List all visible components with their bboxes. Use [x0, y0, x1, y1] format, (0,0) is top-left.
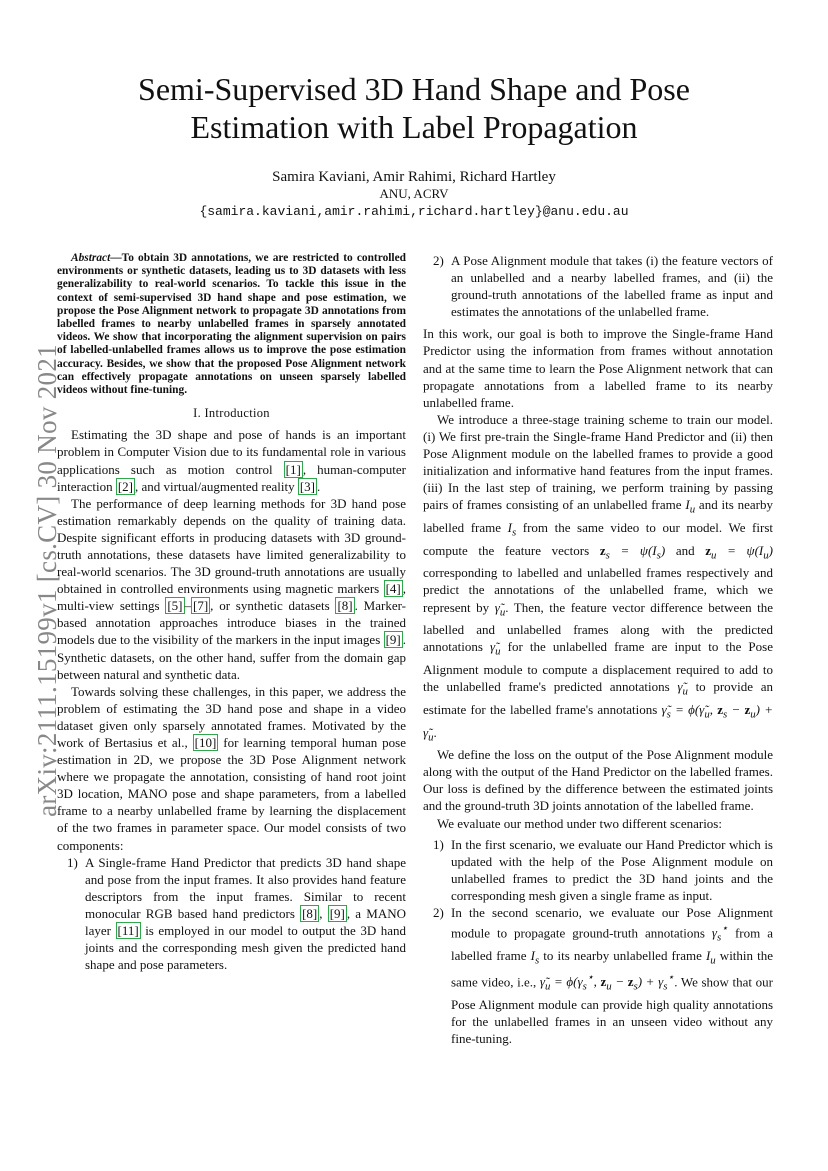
list-number: 1)	[433, 836, 444, 852]
arxiv-watermark-text: arXiv:2111.15199v1 [cs.CV] 30 Nov 2021	[31, 343, 62, 817]
list-item	[57, 854, 406, 974]
text: . We show that our Pose Alignment module can provide high quality annotations for the unlabelled frames in an unseen video without any fine-tuning.	[451, 974, 773, 1047]
text: , and virtual/augmented reality	[135, 478, 298, 494]
citation-link[interactable]: [1]	[285, 461, 301, 477]
intro-paragraph-7: We evaluate our method under two different scenarios:	[437, 815, 722, 831]
text: , multi-view settings	[57, 581, 406, 614]
components-list	[57, 854, 406, 974]
text: . Then, the feature vector difference between the labelled and unlabelled frames along with the predicted annotations	[423, 599, 773, 655]
text: A Single-frame Hand Predictor that predicts 3D hand shape and pose from the input frames. It also provides hand feature descriptors from the input frames. Similar to recent monocular RGB based hand predictors	[85, 854, 406, 921]
title-line-2: Estimation with Label Propagation	[190, 109, 638, 145]
math-zs-eq: $z_s = \psi(I_s)$	[599, 542, 666, 562]
intro-paragraph-5	[423, 411, 773, 746]
abstract	[57, 252, 406, 397]
text: for learning temporal human pose estimation in 2D, we propose the 3D Pose Alignment network where we propagate the annotation, consisting of hand root joint 3D location, MANO pose and shape parameters, from a labelled frame to a nearby unlabelled frame by learning the displacement of the two frames in parameter space. Our model consists of two components:	[57, 735, 406, 853]
text: is employed in our model to output the 3D hand joints and the corresponding mesh given the predicted hand shape and pose parameters.	[85, 923, 407, 973]
left-column	[57, 252, 406, 973]
text: and	[665, 542, 706, 558]
math-gamma-u: $\gammã_u$	[494, 599, 506, 619]
text: to its nearby unlabelled frame	[539, 948, 706, 964]
text: , a MANO layer	[85, 905, 406, 939]
citation-link[interactable]: [7]	[193, 598, 209, 614]
text: , human-computer interaction	[57, 461, 406, 494]
math-gamma-u: $\gammã_u$	[490, 639, 501, 658]
list-number: 2)	[433, 253, 444, 268]
intro-paragraph-3	[57, 683, 406, 854]
text: –	[184, 598, 191, 614]
citation-link[interactable]: [8]	[337, 598, 353, 614]
math-is: $I_s$	[530, 948, 540, 967]
text: We introduce a three-stage training scheme to train our model. (i) We first pre-train the Single-frame Hand Predictor and (ii) then Pose Alignment module on the labelled frames to provide a good initialization and informative hand features from the input frames. (iii) In the last step of training, we perform training by passing pairs of frames consisting of an unlabelled frame	[423, 411, 773, 513]
math-zu-eq: $z_u = \psi(I_u)$	[705, 542, 774, 562]
citation-link[interactable]: [9]	[385, 632, 401, 648]
citation-link[interactable]: [5]	[167, 598, 183, 614]
authors: Samira Kaviani, Amir Rahimi, Richard Hartley	[272, 169, 556, 185]
paper-title	[60, 70, 768, 146]
citation-link[interactable]: [11]	[117, 923, 139, 939]
text: for the unlabelled frame are input to the Pose Alignment module to compute a displacement required to add to the unlabelled frame's predicted annotations	[423, 639, 773, 695]
text: ,	[319, 905, 328, 921]
affiliation: ANU, ACRV	[379, 186, 449, 201]
text: The performance of deep learning methods for 3D hand pose estimation remarkably depends on the quality of training data. Despite significant efforts in producing datasets with 3D ground-truth annotations, these datasets have limited generalizability to real-world scenarios. The 3D ground-truth annotations are usually obtained in controlled environments using magnetic markers	[57, 495, 406, 597]
text: Towards solving these challenges, in this paper, we address the problem of estimating the 3D hand pose and shape in a video dataset given only sparsely annotated frames. Motivated by the work of Bertasius et al.,	[57, 683, 406, 751]
text: from a labelled frame	[451, 925, 773, 964]
text: to provide an estimate for the labelled frame's annotations	[423, 679, 773, 717]
text: from the same video to our model. We first compute the feature vectors	[423, 520, 773, 558]
math-gamma-star: $\gamma_s^⋆$	[711, 923, 728, 945]
title-line-1: Semi-Supervised 3D Hand Shape and Pose	[138, 71, 690, 107]
text: . Marker-based annotation approaches introduce biases in the trained models due to the visibility of the markers in the input images	[57, 598, 406, 648]
citation-link[interactable]: [9]	[329, 905, 345, 921]
text: .	[433, 724, 437, 740]
text: A Pose Alignment module that takes (i) the feature vectors of an unlabelled and a nearby labelled frames, and (ii) the ground-truth annotations of the labelled frame as input and estimates the annotations of the unlabelled frame.	[451, 253, 773, 320]
text: . Synthetic datasets, on the other hand, suffer from the domain gap between natural and synthetic data.	[57, 632, 406, 682]
citation-link[interactable]: [8]	[302, 905, 318, 921]
right-column	[423, 252, 773, 1047]
section-heading-introduction: I. Introduction	[193, 406, 270, 421]
abstract-label: Abstract	[71, 252, 111, 264]
list-item	[423, 252, 773, 320]
list-number: 1)	[67, 854, 78, 870]
text: .	[317, 478, 321, 494]
text: Estimating the 3D shape and pose of hands is an important problem in Computer Vision due to its fundamental role in various applications such as motion control	[57, 427, 406, 477]
text: and its nearby labelled frame	[423, 497, 774, 535]
text: within the same video, i.e.,	[451, 948, 773, 990]
text: corresponding to labelled and unlabelled frames respectively and predict the annotations of the unlabelled frame, which we represent by	[423, 565, 773, 615]
text: In the second scenario, we evaluate our Pose Alignment module to propagate ground-truth annotations	[451, 905, 773, 941]
math-iu: $I_u$	[705, 948, 716, 967]
citation-link[interactable]: [2]	[117, 478, 134, 494]
text: , or synthetic datasets	[210, 598, 336, 614]
math-iu: $I_u$	[685, 497, 696, 516]
list-item	[423, 836, 773, 904]
math-gamma-u: $\gammã_u$	[677, 679, 688, 698]
citation-link[interactable]: [10]	[194, 735, 217, 751]
text: In the first scenario, we evaluate our Hand Predictor which is updated with the help of the Pose Alignment module on unlabelled frames to predict the 3D hand joints and the corresponding mesh given a single frame as input.	[451, 836, 773, 903]
components-list-continued	[423, 252, 773, 320]
intro-paragraph-1	[57, 426, 406, 494]
list-number: 2)	[433, 905, 444, 921]
intro-paragraph-4: In this work, our goal is both to improve the Single-frame Hand Predictor using the information from frames without annotation and at the same time to learn the Pose Alignment network that can propagate annotations from a labelled frame to its nearby unlabelled frame.	[423, 326, 773, 410]
math-is: $I_s$	[507, 520, 517, 539]
math-gamma-s-eq: $\gammã_s$ = $\phi(\gammã_u$, $z_s - z_u$) + $\gammã_u$	[423, 701, 774, 744]
citation-link[interactable]: [4]	[385, 581, 401, 597]
list-item	[423, 904, 773, 1047]
math-gamma-u-eq: $\gammã_u = \phi(\gamma_s^⋆$, $z_u - z_s) + \gamma_s^⋆$	[539, 971, 675, 993]
scenarios-list	[423, 836, 773, 1047]
author-emails: {samira.kaviani,amir.rahimi,richard.hartley}@anu.edu.au	[199, 204, 629, 219]
intro-paragraph-6: We define the loss on the output of the Pose Alignment module along with the output of the Hand Predictor on the labelled frames. Our loss is defined by the difference between the estimated joints and the ground-truth 3D joints annotation of the labelled frame.	[423, 747, 773, 814]
abstract-text: —To obtain 3D annotations, we are restricted to controlled environments or synthetic datasets, leading us to 3D datasets with less generalizability to real-world scenarios. To tackle this issue in the context of semi-supervised 3D hand shape and pose estimation, we propose the Pose Alignment network to propagate 3D annotations from labelled frames to nearby unlabelled frames in sparsely annotated videos. We show that incorporating the alignment supervision on pairs of labelled-unlabelled frames allows us to improve the pose estimation accuracy. Besides, we show that the proposed Pose Alignment network can effectively propagate annotations on unseen sparsely labelled videos without fine-tuning.	[57, 252, 406, 397]
citation-link[interactable]: [3]	[299, 478, 315, 494]
intro-paragraph-2	[57, 495, 406, 683]
